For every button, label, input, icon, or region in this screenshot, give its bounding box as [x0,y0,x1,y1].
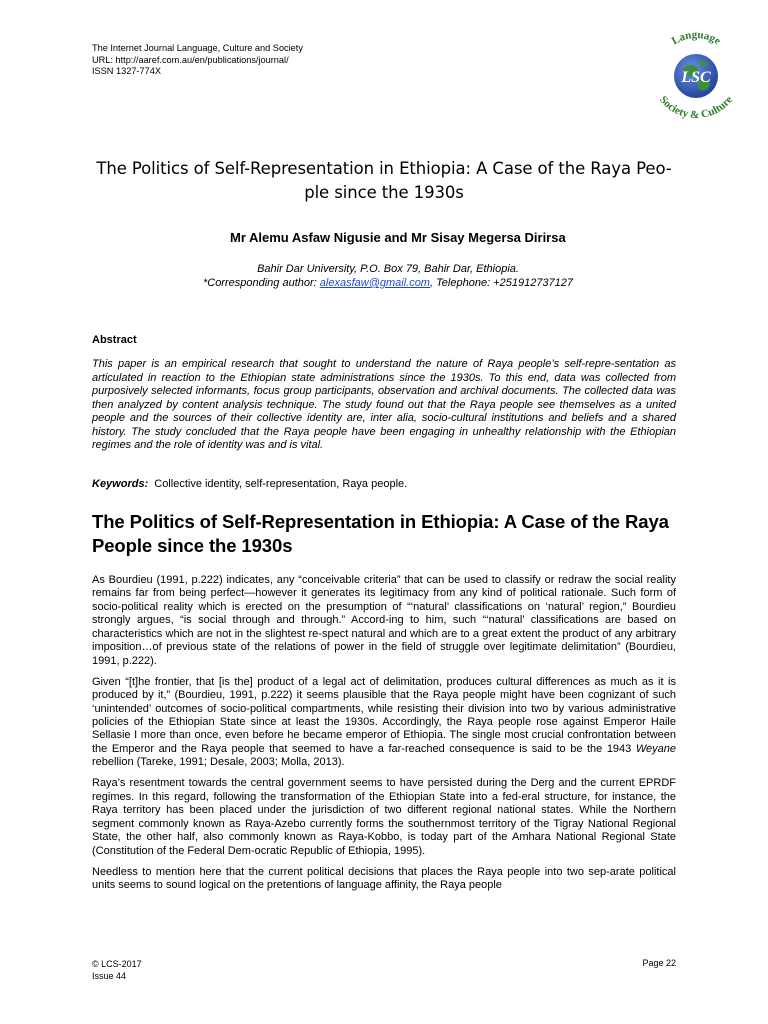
keywords-label: Keywords: [92,478,149,490]
institution: Bahir Dar University, P.O. Box 79, Bahir Dar, Ethiopia. [257,263,519,275]
logo-center-letters: LSC [681,69,711,86]
footer-issue: Issue 44 [92,971,127,981]
page-number: Page 22 [642,958,676,968]
paragraph-2-part-a: Given “[t]he frontier, that [is the] product of a legal act of delimitation, produces cultural differences as much as it is produced by it,” (Bourdieu, 1991, p.222) it seems plausible that the Raya people might have been cognizant of such ‘unintended’ outcomes of socio-political compartments, while resisting their division into two by various administrative policies of the Ethiopian State since at least the 1930s. Accordingly, the Raya people rose against Emperor Haile Sellasie I more than once, even before he became emperor of Ethiopia. The single most crucial confrontation between the Emperor and the Raya people that seemed to have a far-reached consequence is said to be the 1943 [92,675,676,755]
footer-copyright: © LCS-2017 [92,959,142,969]
logo-text-top: Language [669,28,723,48]
journal-url: URL: http://aaref.com.au/en/publications/journal/ [92,54,289,65]
document-title-line-2: ple since the 1930s [304,183,464,202]
abstract-text: This paper is an empirical research that sought to understand the nature of Raya people’s self-repre-sentation as articulated in reaction to the Ethiopian state administrations since the 1930s. To this end, data was collected from purposively selected informants, focus group participants, observation and archival documents. The collected data was then analyzed by content analysis technique. The study found out that the Raya people see themselves as a united people and the sources of their collective identity are, inter alia, socio-cultural institutions and beliefs and a shared history. The study concluded that the Raya people have been engaging in unhealthy relationship with the Ethiopian regimes and the role of identity was and is vital. [92,358,676,451]
document-title-line-1: The Politics of Self-Representation in Ethiopia: A Case of the Raya Peo- [96,159,672,178]
paragraph-2-part-b: rebellion (Tareke, 1991; Desale, 2003; Molla, 2013). [92,756,345,769]
paragraph-3: Raya’s resentment towards the central government seems to have persisted during the Derg and the current EPRDF regimes. In this regard, following the transformation of the Ethiopian State into a fed-eral structure, for instance, the Raya territory has been placed under the jurisdiction of two different regional national states. While the Northern segment commonly known as Raya-Azebo currently forms the southernmost territory of the Tigray National Regional State, the other half, also commonly known as Raya-Kobbo, is today part of the Amhara National Regional State (Constitution of the Federal Dem-ocratic Republic of Ethiopia, 1995). [92,777,676,857]
corresponding-author [100,276,676,290]
authors: Mr Alemu Asfaw Nigusie and Mr Sisay Megersa Dirirsa [230,230,566,245]
author-telephone: , Telephone: +251912737127 [429,277,574,289]
keywords-text: Collective identity, self-representation, Raya people. [154,478,408,490]
paragraph-4: Needless to mention here that the current political decisions that places the Raya people into two sep-arate political units seems to sound logical on the pretentions of language affinity, the Raya people [92,865,676,892]
abstract-heading: Abstract [92,334,137,346]
section-title: The Politics of Self-Representation in Ethiopia: A Case of the Raya People since the 1930s [92,511,669,556]
journal-header [92,43,303,78]
paragraph-2-italic: Weyane [635,742,676,755]
document-title [88,157,680,205]
journal-issn: ISSN 1327-774X [92,66,161,76]
journal-logo-icon [640,20,752,132]
body-text [92,574,676,900]
footer-left [92,958,142,982]
author-email-link[interactable]: alexasfaw@gmail.com [319,277,430,289]
svg-text:Language [670,29,723,48]
paragraph-1: As Bourdieu (1991, p.222) indicates, any “conceivable criteria” that can be used to classify or redraw the social reality remains far from being perfect—however it generates its legitimacy from any kind of political rationale. Such form of socio-political reality which is erected on the presumption of “‘natural’ classifications on ‘natural’ region,” Bourdieu strongly argues, “is social through and through.” Accord-ing to him, such “‘natural’ classifications are based on characteristics which are not in the slightest re-spect natural and which are to a great extent the product of any arbitrary imposition…of previous state of the relations of power in the field of struggle over legitimate delimitation” (Bourdieu, 1991, p.222). [92,574,676,667]
affiliation [100,262,676,290]
keywords [92,478,407,490]
journal-name: The Internet Journal Language, Culture and Society [92,43,303,53]
paragraph-2 [92,676,676,770]
corresponding-prefix: *Corresponding author: [202,277,320,289]
logo-text-bottom: Society & Culture [656,93,736,122]
